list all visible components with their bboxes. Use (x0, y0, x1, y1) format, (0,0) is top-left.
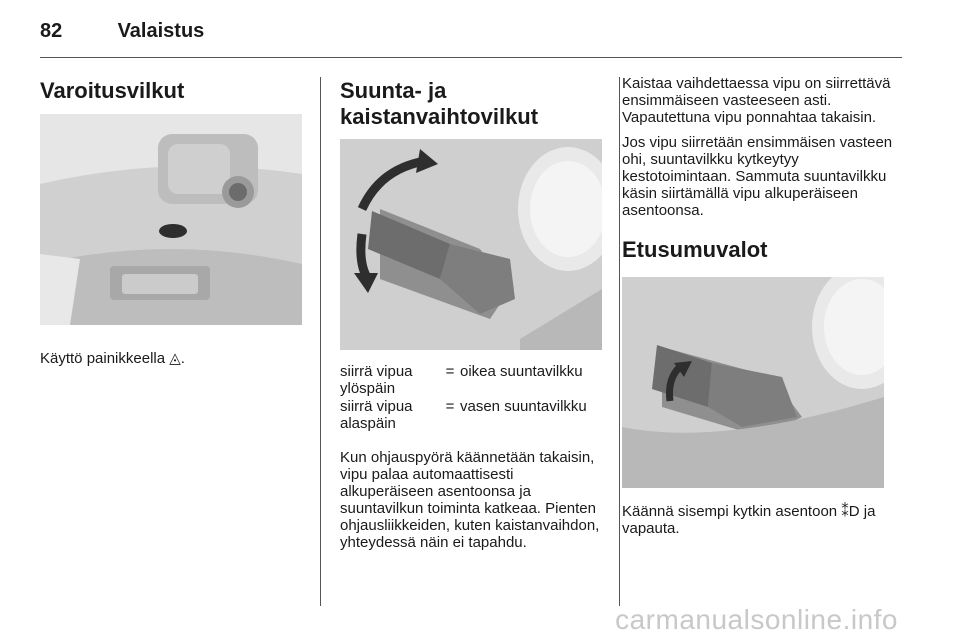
page-number: 82 (40, 20, 63, 42)
column-2 (340, 75, 602, 551)
definition-row (340, 363, 602, 398)
definition-result: vasen suuntavilkku (460, 398, 587, 415)
turn-signal-lever-photo (340, 139, 602, 350)
definition-action: siirrä vipua ylöspäin (340, 363, 413, 397)
hazard-heading: Varoitusvilkut (40, 78, 185, 103)
turn-signal-heading-line1: Suunta- ja (340, 78, 447, 103)
fog-light-caption: Käännä sisempi kytkin asentoon ⁑D ja vapauta. (622, 503, 876, 537)
header-rule (40, 57, 902, 58)
lane-change-paragraph: Kaistaa vaihdettaessa vipu on siirrettävä ensimmäiseen vasteeseen asti. Vapautettuna vipu ponnahtaa takaisin. (622, 75, 891, 126)
turn-signal-heading-line2: kaistanvaihtovilkut (340, 104, 539, 129)
hazard-switch-photo (40, 114, 302, 325)
column-3 (622, 75, 902, 537)
definition-result: oikea suuntavilkku (460, 363, 583, 380)
column-divider-1 (320, 77, 321, 606)
fog-light-switch-photo (622, 277, 884, 488)
lever-definition-table (340, 363, 602, 433)
continuous-signal-paragraph: Jos vipu siirretään ensimmäisen vasteen ohi, suuntavilkku kytkeytyy kestotoimintaan. Sammuta suuntavilkku käsin siirtämällä vipu alkuperäiseen asentoonsa. (622, 134, 893, 219)
section-title: Valaistus (117, 20, 205, 42)
watermark: carmanualsonline.info (615, 604, 898, 635)
definition-action: siirrä vipua alaspäin (340, 398, 413, 432)
definition-equals: = (445, 398, 455, 415)
column-1 (40, 75, 304, 367)
column-divider-2 (619, 77, 620, 606)
front-fog-heading: Etusumuvalot (622, 237, 768, 262)
definition-row (340, 398, 602, 433)
hazard-caption: Käyttö painikkeella ◬. (40, 350, 185, 367)
definition-equals: = (445, 363, 455, 380)
turn-signal-paragraph: Kun ohjauspyörä käännetään takaisin, vipu palaa automaattisesti alkuperäiseen asentoonsa ja suuntavilkun toiminta katkeaa. Pienten ohjausliikkeiden, kuten kaistanvaihdon, yhteydessä näin ei tapahdu. (340, 449, 600, 551)
page-header (40, 20, 204, 43)
